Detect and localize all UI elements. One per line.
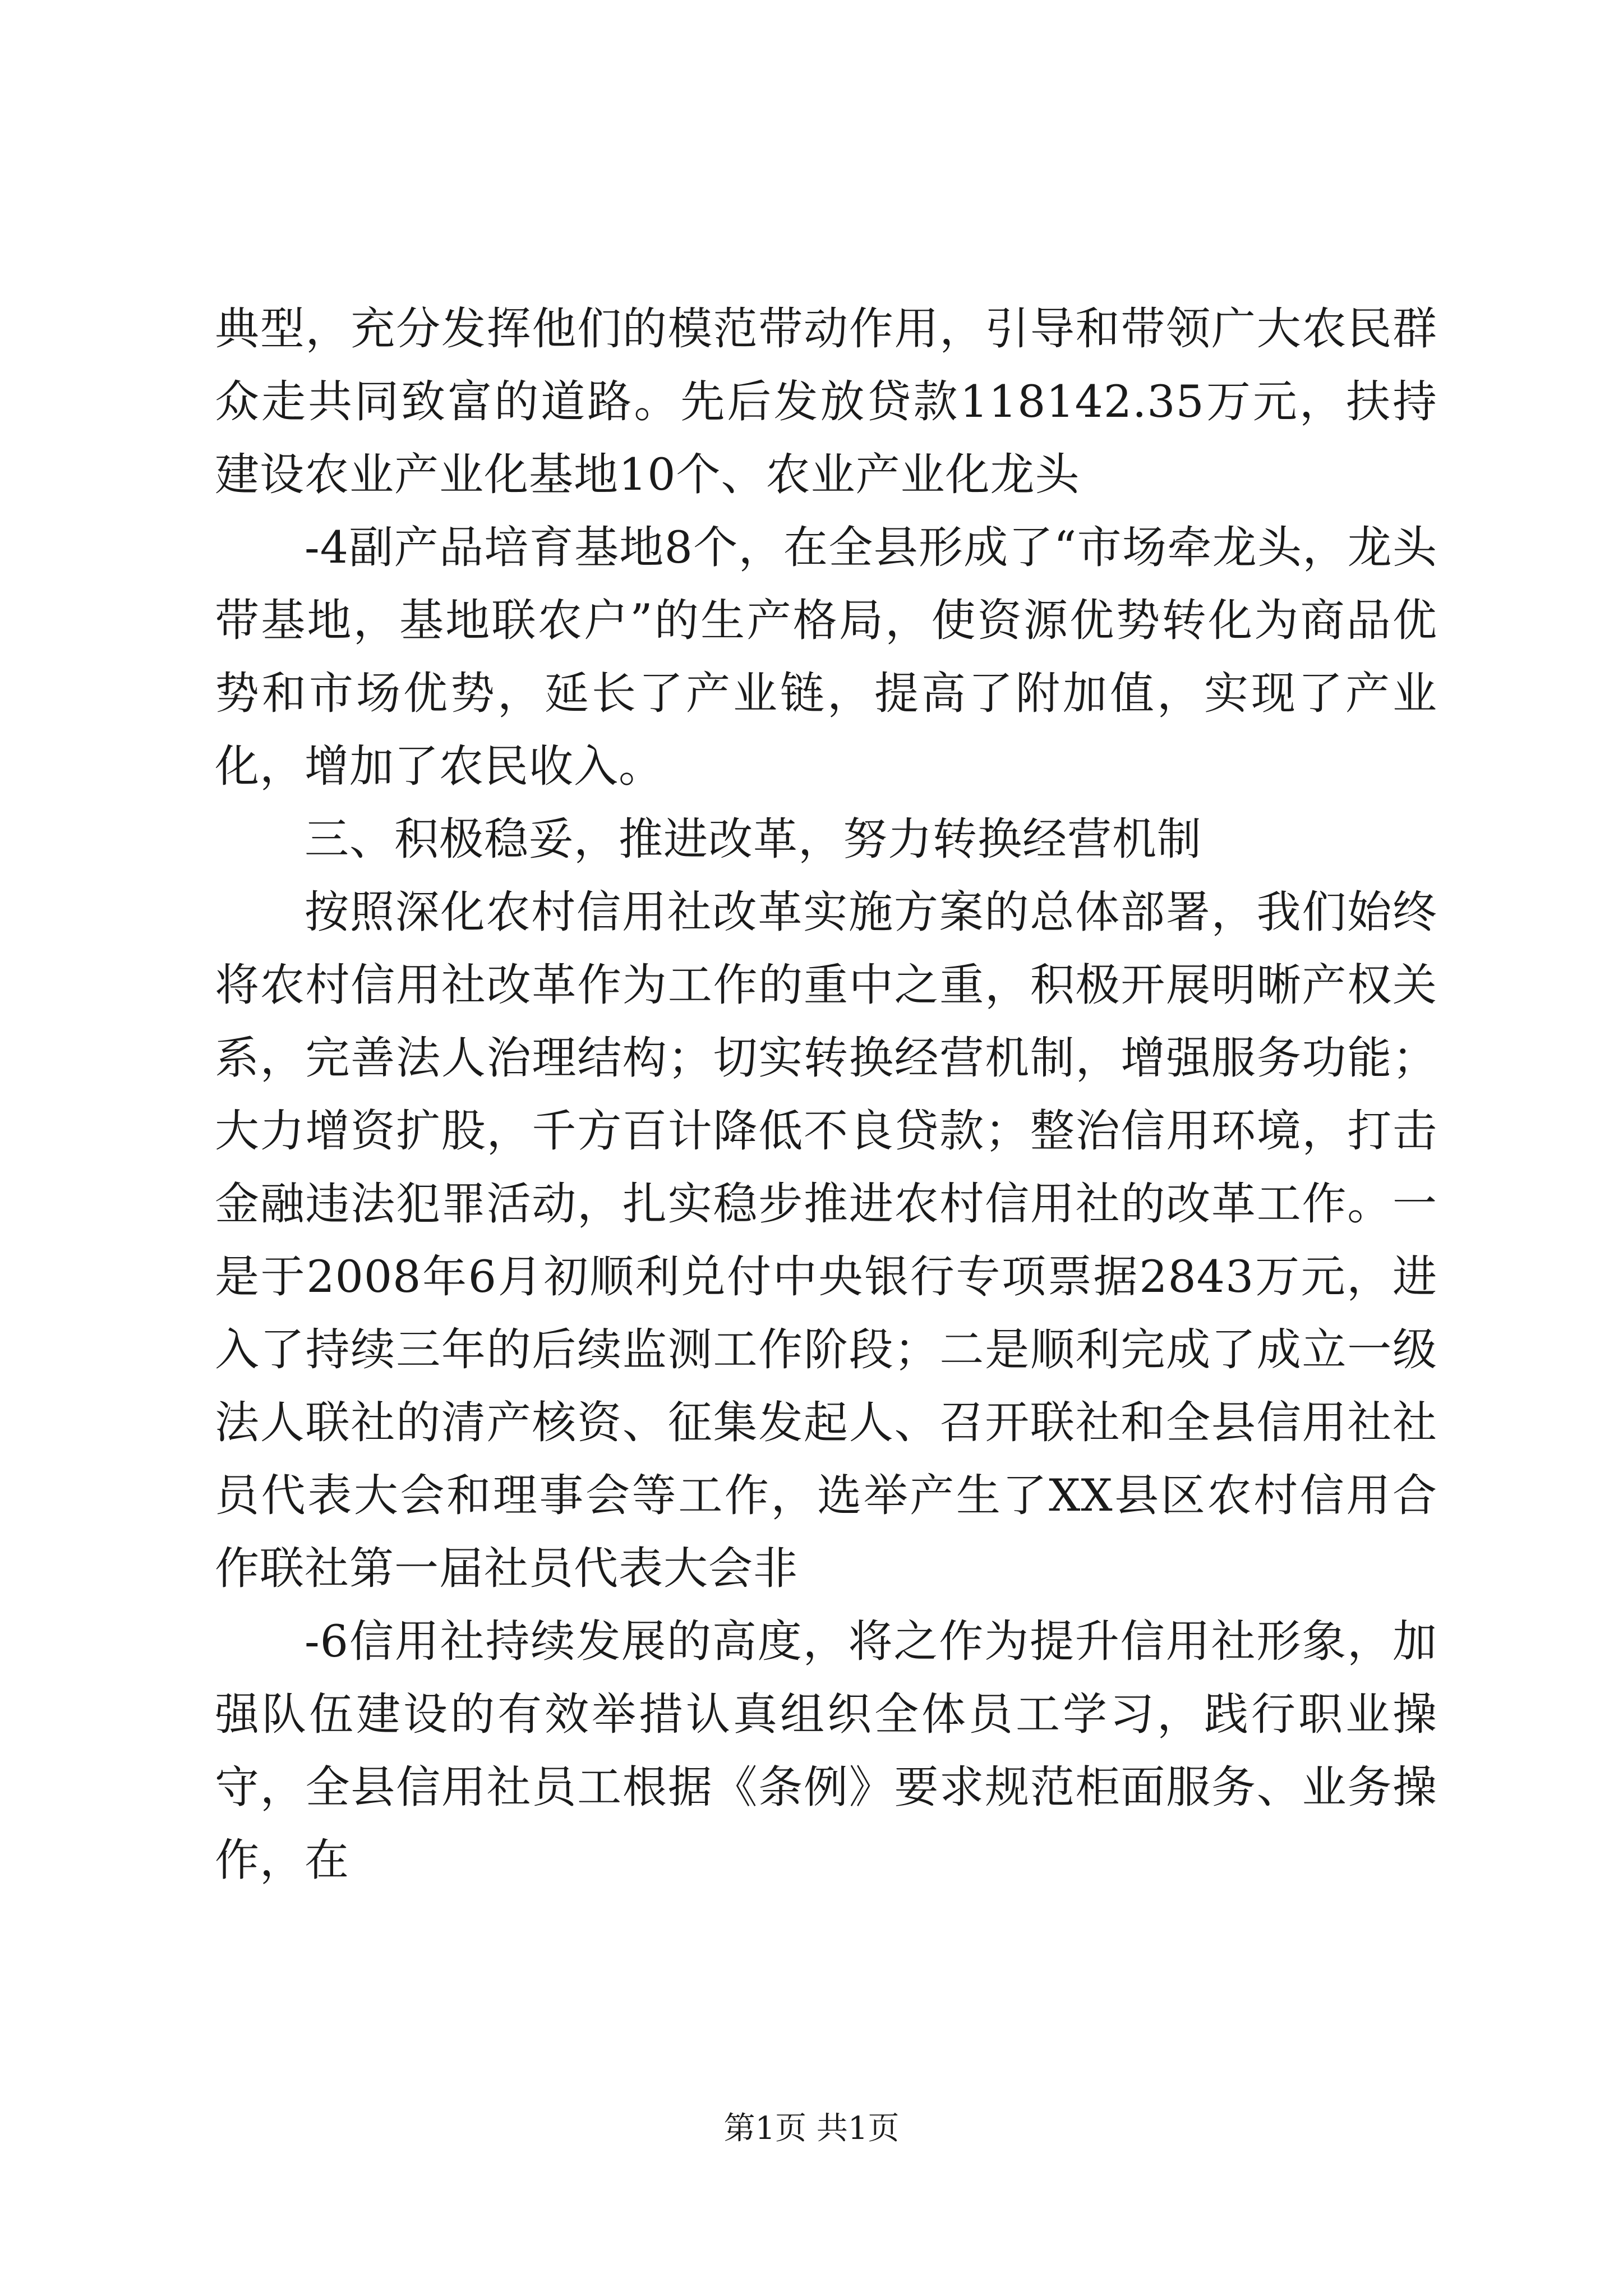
page-footer: 第1页 共1页 [723,2110,900,2147]
paragraph-1: 典型，充分发挥他们的模范带动作用，引导和带领广大农民群众走共同致富的道路。先后发放贷款118142.35万元，扶持建设农业产业化基地10个、农业产业化龙头 [215,303,1437,500]
paragraph-4: -6信用社持续发展的高度，将之作为提升信用社形象，加强队伍建设的有效举措认真组织全体员工学习，践行职业操守，全县信用社员工根据《条例》要求规范柜面服务、业务操作，在 [215,1616,1437,1886]
document-body [215,292,1437,1897]
paragraph-2: -4副产品培育基地8个，在全县形成了“市场牵龙头，龙头带基地，基地联农户”的生产格局，使资源优势转化为商品优势和市场优势，延长了产业链，提高了附加值，实现了产业化，增加了农民收入。 [215,522,1437,792]
paragraph-3: 按照深化农村信用社改革实施方案的总体部署，我们始终将农村信用社改革作为工作的重中之重，积极开展明晰产权关系，完善法人治理结构；切实转换经营机制，增强服务功能；大力增资扩股，千方百计降低不良贷款；整治信用环境，打击金融违法犯罪活动，扎实稳步推进农村信用社的改革工作。一是于2008年6月初顺利兑付中央银行专项票据2843万元，进入了持续三年的后续监测工作阶段；二是顺利完成了成立一级法人联社的清产核资、征集发起人、召开联社和全县信用社社员代表大会和理事会等工作，选举产生了XX县区农村信用合作联社第一届社员代表大会非 [215,886,1437,1594]
section-heading: 三、积极稳妥，推进改革，努力转换经营机制 [305,813,1202,865]
